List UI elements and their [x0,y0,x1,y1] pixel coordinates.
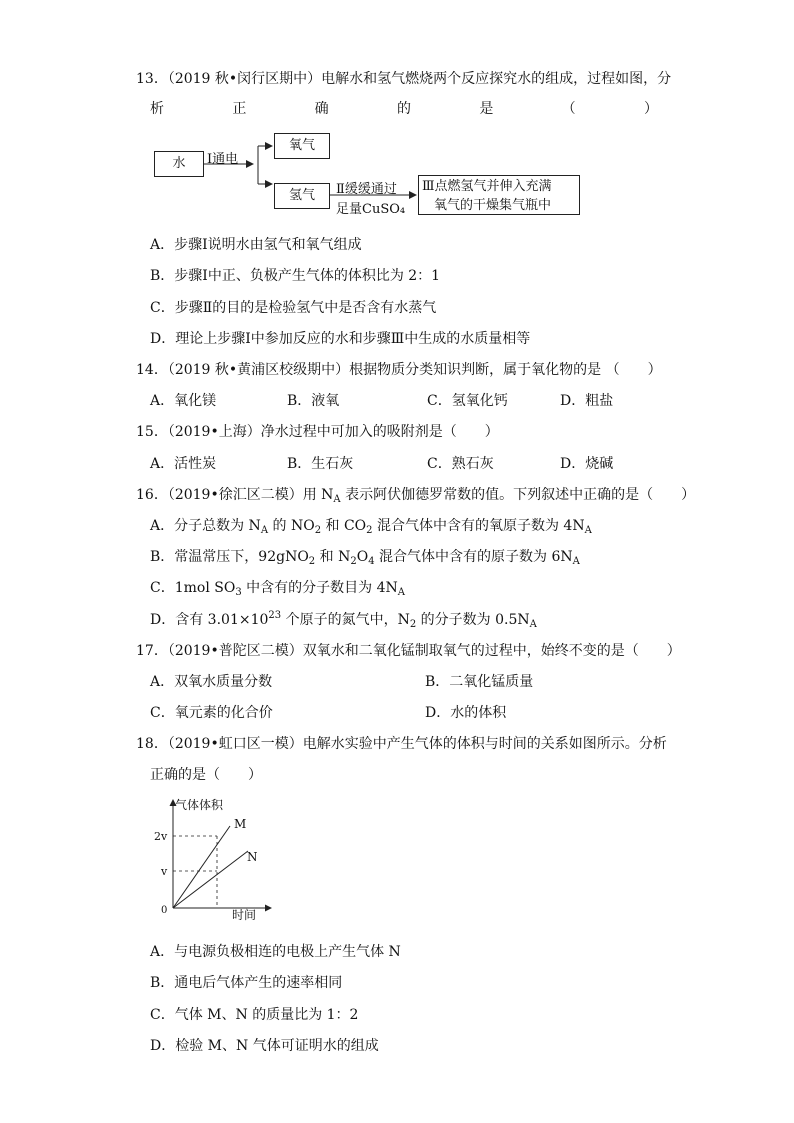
tick-2v: 2v [154,830,168,843]
step3-line2: 氧气的干燥集气瓶中 [434,198,552,213]
q16-stem-a: 16．（2019•徐汇区二模）用 N [136,487,334,503]
q13-stem: 13．（2019 秋•闵行区期中）电解水和氢气燃烧两个反应探究水的组成，过程如图，分 [136,71,672,87]
step2-label-1: Ⅱ缓缓通过 [336,182,397,197]
q17-option-b: B．二氧化锰质量 [425,674,534,690]
line-m [173,826,230,908]
q17-option-d: D．水的体积 [425,705,507,721]
q18-option-c: C．气体 M、N 的质量比为 1：2 [150,1007,359,1023]
q13-option-b: B．步骤Ⅰ中正、负极产生气体的体积比为 2：1 [150,268,441,284]
q13-word: 正 [232,101,247,117]
origin-label: 0 [161,905,168,916]
q13-word: 确 [314,101,329,117]
q14-stem: 14．（2019 秋•黄浦区校级期中）根据物质分类知识判断，属于氧化物的是 （ ） [136,362,662,378]
q13-word: ） [643,101,658,117]
q16-option-c: C．1mol $SO_3$ 中含有的分子数目为 $4N_A$ [150,580,405,598]
q14-option-d: D．粗盐 [560,393,614,409]
line-n [173,851,248,908]
q13-diagram-lines [0,0,794,230]
q16-option-a: A．分子总数为 $N_A$ 的 $NO_2$ 和 $CO_2$ 混合气体中含有的氧原子数为 $4N_A$ [150,518,592,536]
q15-stem: 15．（2019•上海）净水过程中可加入的吸附剂是（ ） [136,424,499,440]
q18-stem-line2: 正确的是（ ） [150,767,262,783]
q13-option-c: C．步骤Ⅱ的目的是检验氢气中是否含有水蒸气 [150,300,437,316]
q17-option-a: A．双氧水质量分数 [150,674,273,690]
q14-option-a: A．氧化镁 [150,393,217,409]
step1-label: Ⅰ通电 [207,152,239,167]
q13-option-a: A．步骤Ⅰ说明水由氢气和氧气组成 [150,237,362,253]
oxygen-box: 氧气 [274,133,330,159]
q17-stem: 17．（2019•普陀区二模）双氧水和二氧化锰制取氧气的过程中，始终不变的是（ ） [136,643,681,659]
q15-option-c: C．熟石灰 [427,456,494,472]
q16-stem [136,484,695,504]
q15-option-d: D．烧碱 [560,456,614,472]
label-m: M [234,817,247,831]
label-n: N [247,850,258,864]
q14-option-c: C．氢氧化钙 [427,393,508,409]
q16-stem-sub: A [333,494,341,505]
y-axis-label: 气体体积 [175,798,224,812]
step2-label-2: 足量CuSO₄ [336,202,406,217]
step3-box [418,175,580,215]
q18-stem-line1: 18．（2019•虹口区一模）电解水实验中产生气体的体积与时间的关系如图所示。分析 [136,736,667,752]
q18-option-a: A．与电源负极相连的电极上产生气体 N [150,944,401,960]
x-axis-label: 时间 [232,908,257,922]
step3-line1: Ⅲ点燃氢气并伸入充满 [422,179,552,194]
q15-option-b: B．生石灰 [287,456,354,472]
q13-word: 的 [396,101,411,117]
q13-word: （ [561,101,576,117]
q18-option-b: B．通电后气体产生的速率相同 [150,975,343,991]
tick-v: v [161,865,168,878]
q15-option-a: A．活性炭 [150,456,217,472]
q16-option-d: D．含有 $3.01\times 10^{23}$ 个原子的氮气中，$N_2$ 的分子数为 $0.5N_A$ [150,610,537,630]
hydrogen-box: 氢气 [274,183,330,209]
q17-option-c: C．氧元素的化合价 [150,705,273,721]
q13-word: 是 [479,101,494,117]
q16-option-b: B．常温常压下，92gNO$_2$ 和 $N_2O_4$ 混合气体中含有的原子数为 $6N_A$ [150,549,580,567]
q18-graph [150,792,280,928]
water-box: 水 [154,151,204,177]
q13-option-d: D．理论上步骤Ⅰ中参加反应的水和步骤Ⅲ中生成的水质量相等 [150,331,531,347]
q18-option-d: D．检验 M、N 气体可证明水的组成 [150,1038,379,1054]
q16-stem-b: 表示阿伏伽德罗常数的值。下列叙述中正确的是（ ） [340,487,696,503]
q13-word: 析 [150,101,164,117]
q14-option-b: B．液氧 [287,393,340,409]
